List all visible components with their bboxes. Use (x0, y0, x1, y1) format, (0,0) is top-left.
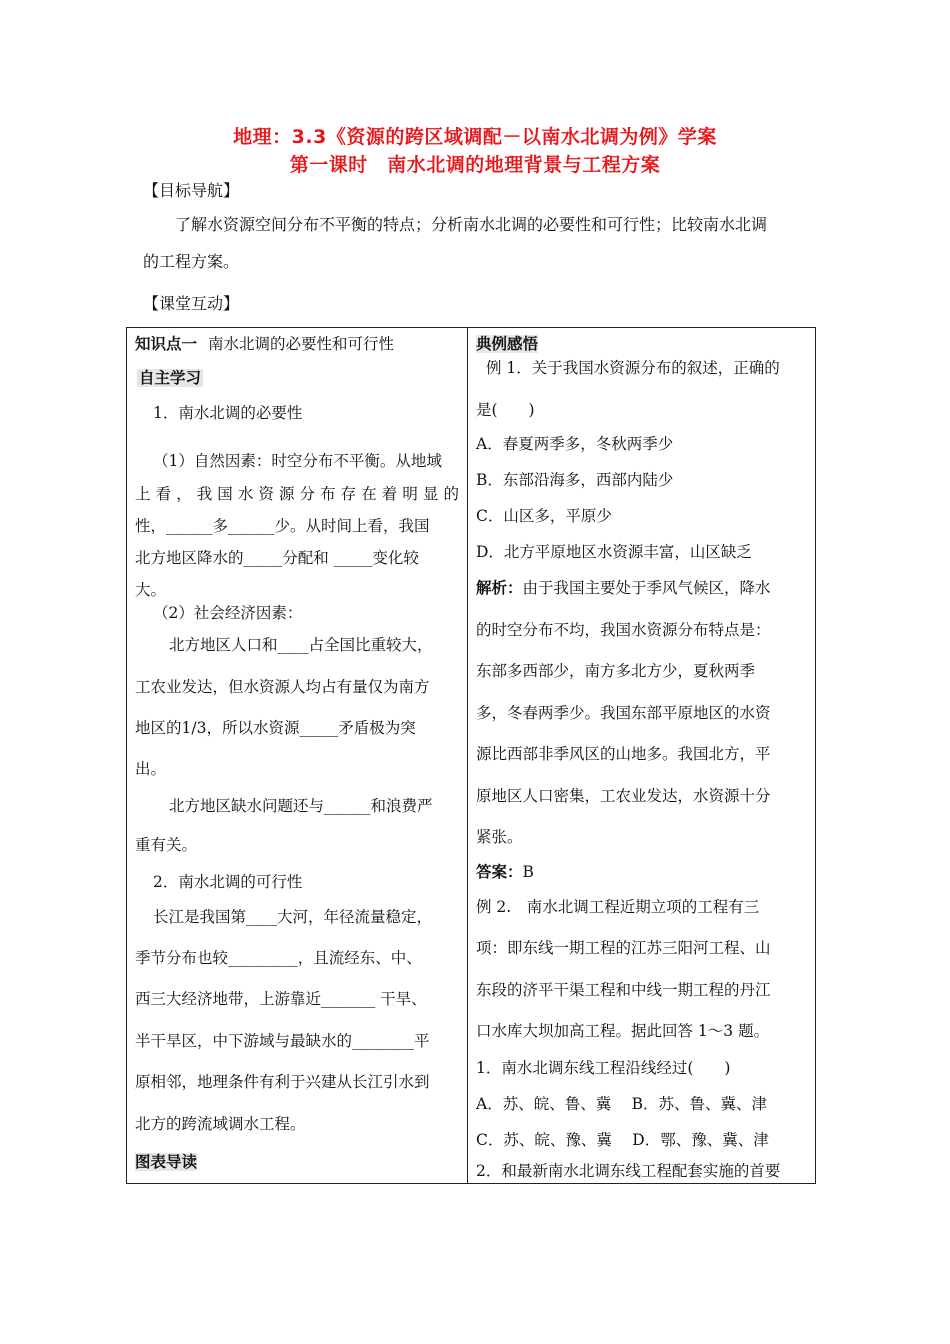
left-line-6: 大。 (135, 581, 167, 599)
ex2-line-2: 项：即东线一期工程的江苏三阳河工程、山 (476, 939, 771, 957)
goals-paragraph (143, 206, 813, 280)
ex1-question-line-2: 是( ) (476, 401, 535, 419)
goals-line-1: 了解水资源空间分布不平衡的特点；分析南水北调的必要性和可行性；比较南水北调 (175, 215, 768, 234)
right-column (468, 328, 815, 1183)
ex1-option-a: A．春夏两季多，冬秋两季少 (476, 435, 674, 453)
left-line-19: 原相邻，地理条件有利于兴建从长江引水到 (135, 1073, 430, 1091)
self-study-label-wrap (133, 366, 207, 388)
document-subtitle: 第一课时 南水北调的地理背景与工程方案 (289, 154, 661, 176)
analysis-line-3: 东部多西部少，南方多北方少，夏秋两季 (476, 662, 756, 680)
left-line-10: 地区的1/3，所以水资源_____矛盾极为突 (135, 719, 416, 737)
analysis-text-1: 由于我国主要处于季风气候区，降水 (522, 579, 771, 597)
left-line-4: 性，______多______少。从时间上看，我国 (135, 517, 430, 535)
ex2-line-3: 东段的济平干渠工程和中线一期工程的丹江 (476, 981, 771, 999)
left-line-16: 季节分布也较_________，且流经东、中、 (135, 949, 422, 967)
document-title: 地理：3.3《资源的跨区域调配－以南水北调为例》学案 (233, 126, 717, 148)
analysis-line-7: 紧张。 (476, 828, 523, 846)
chart-reading-label: 图表导读 (135, 1153, 198, 1171)
left-line-11: 出。 (135, 760, 167, 778)
analysis-line-5: 源比西部非季风区的山地多。我国北方，平 (476, 745, 771, 763)
lesson-table (126, 327, 816, 1184)
left-line-20: 北方的跨流域调水工程。 (135, 1115, 306, 1133)
example-heading-wrap (476, 332, 807, 354)
left-line-12: 北方地区缺水问题还与______和浪费严 (169, 797, 433, 815)
ex1-question-line-1: 例 1．关于我国水资源分布的叙述，正确的 (486, 359, 780, 377)
analysis-line-2: 的时空分布不均，我国水资源分布特点是： (476, 621, 771, 639)
ex1-option-b: B．东部沿海多，西部内陆少 (476, 471, 674, 489)
left-line-8: 北方地区人口和____占全国比重较大， (169, 636, 433, 654)
ex2-line-4: 口水库大坝加高工程。据此回答 1～3 题。 (476, 1022, 770, 1040)
ex1-option-d: D．北方平原地区水资源丰富，山区缺乏 (476, 543, 752, 561)
analysis-line-1 (476, 576, 807, 598)
left-line-18: 半干旱区，中下游域与最缺水的________平 (135, 1032, 430, 1050)
example-heading: 典例感悟 (476, 335, 539, 353)
kp-title: 南水北调的必要性和可行性 (207, 335, 394, 353)
answer-label: 答案： (476, 863, 523, 881)
left-line-3: 上看，我国水资源分布存在着明显的 (135, 485, 459, 503)
ex2-line-1: 例 2. 南水北调工程近期立项的工程有三 (476, 898, 760, 916)
interaction-heading: 【课堂互动】 (143, 294, 240, 313)
left-column (127, 328, 467, 1183)
ex2-q2: 2．和最新南水北调东线工程配套实施的首要 (476, 1162, 781, 1180)
goals-heading: 【目标导航】 (143, 181, 240, 200)
knowledge-point-header (135, 332, 459, 354)
left-line-15: 长江是我国第____大河，年径流量稳定， (153, 908, 433, 926)
analysis-line-6: 原地区人口密集，工农业发达，水资源十分 (476, 787, 771, 805)
self-study-label: 自主学习 (139, 369, 202, 387)
answer-value: B (522, 863, 534, 881)
answer-line (476, 860, 807, 882)
left-line-2: （1）自然因素：时空分布不平衡。从地域 (153, 452, 442, 470)
analysis-label: 解析： (476, 579, 523, 597)
left-line-14: 2．南水北调的可行性 (153, 873, 303, 891)
left-line-7: （2）社会经济因素： (153, 604, 303, 622)
ex1-option-c: C．山区多，平原少 (476, 507, 612, 525)
kp-label: 知识点一 (135, 335, 198, 353)
left-line-17: 西三大经济地带，上游靠近_______ 干旱、 (135, 990, 427, 1008)
ex2-q1: 1．南水北调东线工程沿线经过( ) (476, 1059, 731, 1077)
ex2-q1-options-ab: A．苏、皖、鲁、冀 B．苏、鲁、冀、津 (476, 1095, 768, 1113)
left-line-13: 重有关。 (135, 836, 198, 854)
left-line-5: 北方地区降水的_____分配和 _____变化较 (135, 549, 419, 567)
analysis-line-4: 多，冬春两季少。我国东部平原地区的水资 (476, 704, 771, 722)
chart-reading-label-wrap (135, 1150, 459, 1172)
left-line-9: 工农业发达，但水资源人均占有量仅为南方 (135, 678, 430, 696)
goals-line-2: 的工程方案。 (143, 252, 240, 271)
ex2-q1-options-cd: C．苏、皖、豫、冀 D．鄂、豫、冀、津 (476, 1131, 769, 1149)
left-line-1: 1．南水北调的必要性 (153, 404, 303, 422)
